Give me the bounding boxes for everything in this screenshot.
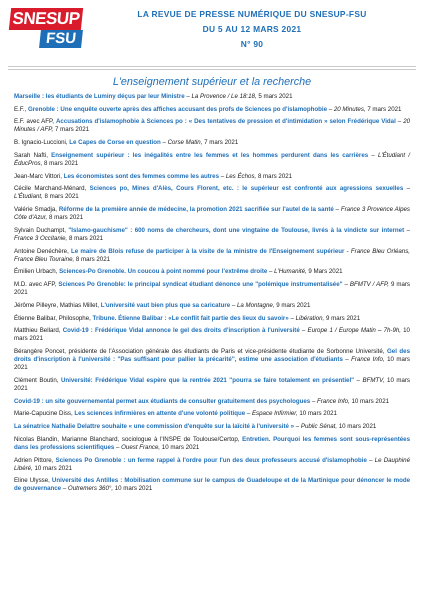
author: Sarah Nafti, bbox=[14, 151, 52, 159]
article-link[interactable]: Marseille : les étudiants de Luminy déçus par leur Ministre bbox=[14, 93, 185, 100]
article-link[interactable]: Sciences po, Mines d'Alès, Cours Florent, etc. : le supérieur est confronté aux agressions sexuelles bbox=[89, 185, 404, 193]
date: 10 mars 2021 bbox=[14, 327, 410, 343]
date: 8 mars 2021 bbox=[67, 234, 104, 242]
list-item bbox=[14, 185, 410, 201]
list-item bbox=[14, 327, 410, 343]
list-item bbox=[14, 477, 410, 493]
article-link[interactable]: Sciences-Po Grenoble. Un coucou à point nommé pour l'extrême droite bbox=[59, 268, 268, 276]
list-item bbox=[14, 152, 410, 168]
date: 9 mars 2021 bbox=[274, 301, 311, 309]
article-link[interactable]: Université: Frédérique Vidal espère que la rentrée 2021 "pourra se faire totalement en présentiel" bbox=[60, 376, 355, 384]
list-item bbox=[14, 281, 410, 297]
separator: – bbox=[294, 423, 301, 431]
article-link[interactable]: Entretien. Pourquoi les femmes sont sous-représentées dans les professions scientifiques bbox=[14, 435, 410, 451]
date: 5 mars 2021 bbox=[256, 93, 293, 100]
separator: - bbox=[344, 247, 351, 255]
separator: – bbox=[288, 314, 296, 322]
separator: – bbox=[230, 301, 237, 309]
separator: – bbox=[366, 456, 375, 464]
list-item bbox=[14, 423, 410, 431]
header-line-2: DU 5 AU 12 MARS 2021 bbox=[202, 24, 302, 34]
article-link[interactable]: "Islamo-gauchisme" : 600 noms de chercheurs, dont une vingtaine de Toulouse, livrés à la vindicte sur internet bbox=[68, 226, 405, 234]
separator: – bbox=[61, 485, 68, 493]
separator: – bbox=[342, 281, 350, 289]
separator: – bbox=[395, 118, 404, 126]
date: 8 mars 2021 bbox=[47, 214, 84, 222]
author: Nicolas Blandin, Marianne Blanchard, sociologue à l'INSPE de Toulouse/Certop, bbox=[14, 435, 243, 443]
source: Libération, bbox=[295, 314, 325, 322]
source: France Info, bbox=[317, 397, 350, 405]
source: Public Sénat, bbox=[300, 423, 338, 431]
source: 20 Minutes / AFP, bbox=[14, 118, 411, 134]
list-item bbox=[14, 173, 410, 181]
article-link[interactable]: Sciences Po Grenoble : un ferme rappel à l'ordre pour l'un des deux professeurs accusé d'islamophobie bbox=[55, 456, 367, 464]
list-item bbox=[14, 227, 410, 243]
separator: – bbox=[310, 397, 318, 405]
article-link[interactable]: Les sciences infirmières en attente d'une volonté politique bbox=[74, 410, 246, 418]
source: France 3 Occitanie, bbox=[14, 234, 68, 242]
source: La Montagne, bbox=[236, 301, 275, 309]
source: Le Dauphiné Libéré, bbox=[14, 456, 410, 472]
author: Étienne Balibar, Philosophe, bbox=[14, 314, 93, 322]
date: 10 mars 2021 bbox=[113, 485, 153, 493]
author: Bérangère Poncet, présidente de l'Association générale des étudiants de Paris et vice-présidente étudiante de Sorbonne Université, bbox=[14, 348, 388, 356]
article-link[interactable]: Covid-19 : Frédérique Vidal annonce le gel des droits d'inscription à l'université bbox=[62, 327, 300, 335]
author: Émilien Urbach, bbox=[14, 268, 60, 276]
author: Valérie Smadja, bbox=[14, 206, 59, 214]
article-link[interactable]: Enseignement supérieur : les inégalités entre les femmes et les hommes perdurent dans les carrières bbox=[51, 151, 369, 159]
list-item bbox=[14, 436, 410, 452]
author: Adrien Pittore, bbox=[14, 456, 56, 464]
date: 10 mars 2021 bbox=[160, 443, 200, 451]
date: 8 mars 2021 bbox=[42, 193, 79, 201]
article-link[interactable]: Université des Antilles : Mobilisation commune sur le campus de Guadeloupe et de la Martinique pour dénoncer le mode de gouvernance bbox=[14, 477, 410, 493]
author: Clément Boutin, bbox=[14, 376, 61, 384]
date: 8 mars 2021 bbox=[42, 159, 79, 167]
logo-bottom: FSU bbox=[39, 30, 83, 48]
author: E.F. avec AFP, bbox=[14, 118, 56, 126]
source: La Provence / Le 18:18, bbox=[191, 93, 257, 100]
article-link[interactable]: Le Capes de Corse en question bbox=[69, 139, 161, 147]
author: Jean-Marc Vittori, bbox=[14, 172, 64, 180]
separator: – bbox=[219, 172, 226, 180]
separator: – bbox=[327, 105, 334, 113]
date: 8 mars 2021 bbox=[74, 255, 111, 263]
article-link[interactable]: Le maire de Blois refuse de participer à la visite de la ministre de l'Enseignement supérieur bbox=[71, 247, 345, 255]
article-link[interactable]: L'université vaut bien plus que sa caricature bbox=[100, 301, 231, 309]
header-divider bbox=[8, 66, 416, 67]
source: BFMTV / AFP, bbox=[349, 281, 389, 289]
list-item bbox=[14, 118, 410, 134]
date: 10 mars 2021 bbox=[337, 423, 377, 431]
source: L'Étudiant / ÉducPros, bbox=[14, 151, 410, 167]
source: BFMTV, bbox=[362, 376, 385, 384]
author: Matthieu Bellard, bbox=[14, 327, 63, 335]
logo-top: SNESUP bbox=[9, 8, 83, 30]
source: Espace Infirmier, bbox=[251, 410, 298, 418]
header-line-3: N° 90 bbox=[240, 39, 264, 49]
separator: – bbox=[184, 93, 192, 100]
separator: – bbox=[354, 376, 363, 384]
date: 7 mars 2021 bbox=[365, 105, 402, 113]
author: Antoine Denéchère, bbox=[14, 247, 72, 255]
separator: – bbox=[333, 206, 341, 214]
header bbox=[0, 0, 424, 68]
header-line-1: LA REVUE DE PRESSE NUMÉRIQUE DU SNESUP-FSU bbox=[137, 9, 367, 19]
article-link[interactable]: Accusations d'islamophobie à Sciences po : « Des tentatives de pression et d'intimidation » selon Frédérique Vidal bbox=[56, 118, 396, 126]
date: 7 mars 2021 bbox=[53, 126, 90, 134]
list-item bbox=[14, 93, 410, 101]
author: Sylvain Duchampt, bbox=[14, 226, 69, 234]
list-item bbox=[14, 398, 410, 406]
date: 10 mars 2021 bbox=[14, 376, 410, 393]
header-divider-2 bbox=[8, 69, 416, 70]
article-link[interactable]: La sénatrice Nathalie Delattre souhaite « une commission d'enquête sur la laïcité à l'université » bbox=[14, 423, 295, 431]
separator: – bbox=[114, 443, 122, 451]
author: Eline Ulysse, bbox=[14, 477, 52, 485]
separator: – bbox=[267, 268, 275, 276]
date: 9 mars 2021 bbox=[324, 314, 361, 322]
separator: – bbox=[403, 185, 410, 193]
separator: – bbox=[160, 139, 168, 147]
source: 20 Minutes, bbox=[333, 105, 366, 113]
list-item bbox=[14, 139, 410, 147]
author: Jérôme Pilleyre, Mathias Millet, bbox=[14, 301, 101, 309]
source: Ouest France, bbox=[121, 443, 161, 451]
source: Les Échos, bbox=[225, 172, 257, 180]
author: Marie-Capucine Diss, bbox=[14, 410, 75, 418]
article-link[interactable]: Réforme de la première année de médecine, la promotion 2021 sacrifiée sur l'autel de la santé bbox=[58, 206, 334, 214]
list-item bbox=[14, 348, 410, 372]
date: 10 mars 2021 bbox=[349, 397, 390, 405]
source: France Info, bbox=[351, 356, 385, 364]
source: Europe 1 / Europe Matin – 7h-9h, bbox=[307, 327, 401, 335]
article-link[interactable]: Covid-19 : un site gouvernemental permet aux étudiants de consulter gratuitement des psychologues bbox=[14, 397, 311, 405]
source: Corse Matin, bbox=[167, 139, 203, 147]
source: Outremers 360°, bbox=[67, 485, 114, 493]
article-link[interactable]: Sciences Po Grenoble: le principal syndicat étudiant dénonce une "polémique instrumentalisée" bbox=[58, 281, 343, 289]
list-item bbox=[14, 248, 410, 264]
date: 9 Mars 2021 bbox=[306, 268, 343, 276]
separator: – bbox=[404, 226, 411, 234]
separator: – bbox=[342, 356, 352, 364]
list-item bbox=[14, 457, 410, 473]
source: France Bleu Orléans, France Bleu Touraine, bbox=[14, 247, 410, 263]
snesup-logo bbox=[10, 8, 86, 56]
separator: – bbox=[299, 327, 308, 335]
source: France 3 Provence Alpes Côte d'Azur, bbox=[14, 206, 410, 222]
separator: – bbox=[368, 151, 378, 159]
date: 8 mars 2021 bbox=[256, 172, 293, 180]
list-item bbox=[14, 377, 410, 393]
article-list bbox=[14, 93, 410, 498]
source: L'Humanité, bbox=[274, 268, 307, 276]
article-link[interactable]: Gel des droits d'inscription à l'université : "Pas suffisant pour pallier la précarité", estime une association d'étudiants bbox=[14, 348, 410, 364]
header-text bbox=[90, 7, 414, 52]
list-item bbox=[14, 206, 410, 222]
author: M.D. avec AFP, bbox=[14, 281, 59, 289]
author: E.F., bbox=[14, 105, 28, 113]
article-link[interactable]: Grenoble : Une enquête ouverte après des affiches accusant des profs de Sciences po d'islamophobie bbox=[28, 105, 328, 113]
date: 10 mars 2021 bbox=[297, 410, 337, 418]
separator: – bbox=[245, 410, 252, 418]
date: 10 mars 2021 bbox=[14, 356, 410, 372]
list-item bbox=[14, 106, 410, 114]
list-item bbox=[14, 302, 410, 310]
date: 9 mars 2021 bbox=[14, 281, 410, 297]
author: Cécile Marchand-Ménard, bbox=[14, 185, 90, 193]
article-link[interactable]: Les économistes sont des femmes comme les autres bbox=[63, 172, 220, 180]
list-item bbox=[14, 268, 410, 276]
list-item bbox=[14, 410, 410, 418]
date: 7 mars 2021 bbox=[202, 139, 239, 147]
source: L'Étudiant, bbox=[14, 193, 43, 201]
author: B. Ignacio-Luccioni, bbox=[14, 139, 70, 147]
article-link[interactable]: Tribune. Étienne Balibar : «Le conflit fait partie des lieux du savoir» bbox=[92, 314, 289, 322]
section-title: L'enseignement supérieur et la recherche bbox=[112, 76, 312, 88]
list-item bbox=[14, 315, 410, 323]
date: 10 mars 2021 bbox=[32, 464, 73, 472]
